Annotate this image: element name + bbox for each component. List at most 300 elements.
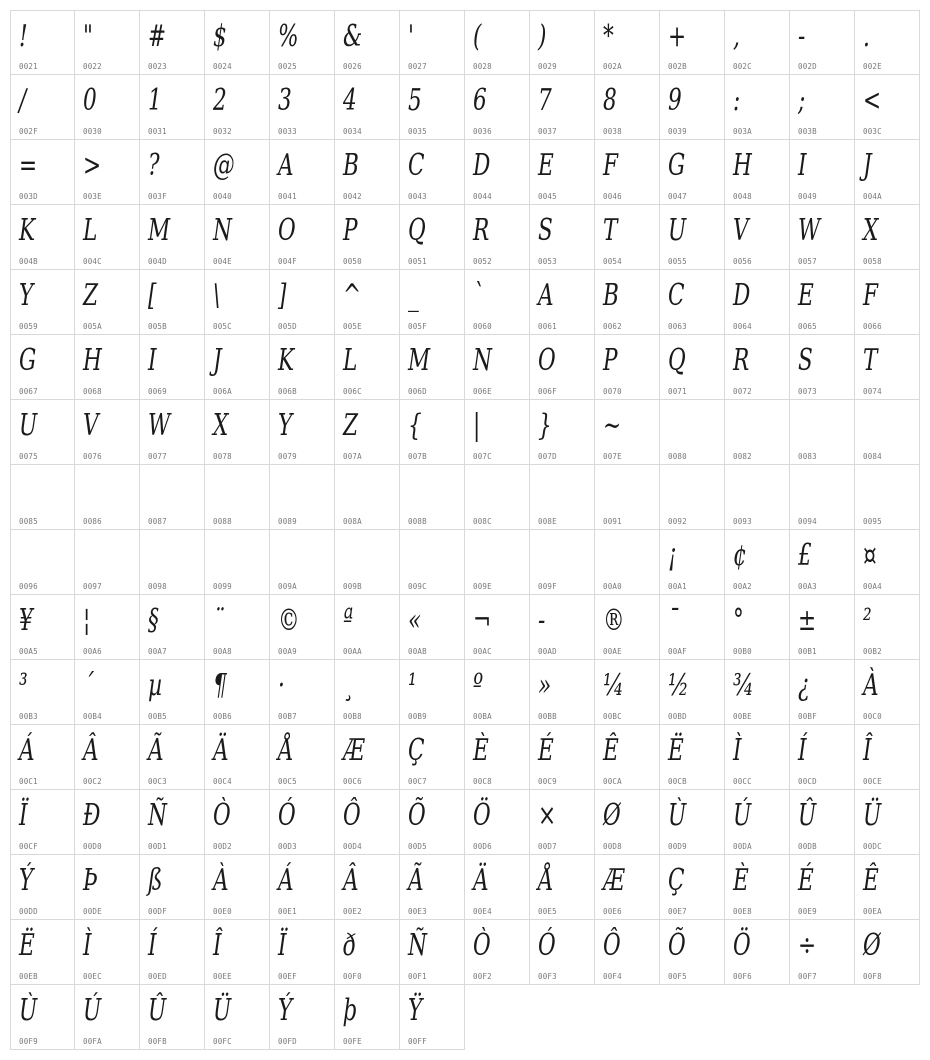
glyph-cell[interactable] — [335, 595, 400, 660]
glyph-cell[interactable] — [595, 335, 660, 400]
glyph-cell[interactable] — [75, 660, 140, 725]
glyph-cell[interactable] — [75, 790, 140, 855]
glyph-cell[interactable] — [205, 10, 270, 75]
glyph-codepoint: 0071 — [668, 387, 687, 396]
glyph-cell[interactable] — [75, 530, 140, 595]
glyph-cell[interactable] — [595, 725, 660, 790]
glyph-cell[interactable] — [725, 140, 790, 205]
glyph-cell[interactable] — [205, 335, 270, 400]
glyph-cell[interactable] — [335, 790, 400, 855]
glyph-cell[interactable] — [335, 530, 400, 595]
glyph-codepoint: 00A9 — [278, 647, 297, 656]
glyph-cell[interactable] — [270, 660, 335, 725]
glyph-character: ½ — [668, 668, 689, 703]
glyph-cell[interactable] — [790, 465, 855, 530]
glyph-character: × — [538, 798, 557, 833]
glyph-codepoint: 0060 — [473, 322, 492, 331]
glyph-codepoint: 00CA — [603, 777, 622, 786]
glyph-cell[interactable] — [75, 75, 140, 140]
glyph-cell[interactable] — [10, 205, 75, 270]
glyph-cell[interactable] — [855, 790, 920, 855]
glyph-cell[interactable] — [855, 465, 920, 530]
glyph-character: - — [538, 603, 546, 638]
glyph-cell[interactable] — [75, 855, 140, 920]
glyph-cell[interactable] — [660, 855, 725, 920]
glyph-cell[interactable] — [140, 530, 205, 595]
glyph-cell[interactable] — [725, 855, 790, 920]
glyph-cell[interactable] — [530, 855, 595, 920]
glyph-codepoint: 007C — [473, 452, 492, 461]
glyph-cell[interactable] — [205, 790, 270, 855]
glyph-cell[interactable] — [270, 335, 335, 400]
glyph-cell[interactable] — [140, 400, 205, 465]
glyph-cell[interactable] — [75, 140, 140, 205]
glyph-character: S — [538, 213, 553, 248]
glyph-cell[interactable] — [790, 920, 855, 985]
glyph-cell[interactable] — [10, 335, 75, 400]
glyph-character: Ô — [603, 928, 621, 963]
glyph-codepoint: 00AA — [343, 647, 362, 656]
glyph-cell[interactable] — [725, 595, 790, 660]
glyph-codepoint: 0095 — [863, 517, 882, 526]
glyph-cell[interactable] — [140, 790, 205, 855]
glyph-cell[interactable] — [75, 400, 140, 465]
glyph-cell[interactable] — [400, 725, 465, 790]
glyph-cell[interactable] — [530, 920, 595, 985]
glyph-cell[interactable] — [205, 920, 270, 985]
glyph-cell[interactable] — [75, 205, 140, 270]
glyph-cell[interactable] — [335, 725, 400, 790]
glyph-cell[interactable] — [790, 270, 855, 335]
glyph-cell[interactable] — [140, 725, 205, 790]
glyph-codepoint: 00ED — [148, 972, 167, 981]
glyph-cell[interactable] — [75, 725, 140, 790]
glyph-cell[interactable] — [335, 270, 400, 335]
glyph-cell[interactable] — [530, 205, 595, 270]
glyph-cell[interactable] — [10, 75, 75, 140]
glyph-codepoint: 002F — [19, 127, 38, 136]
glyph-cell[interactable] — [75, 595, 140, 660]
glyph-cell[interactable] — [465, 530, 530, 595]
glyph-cell[interactable] — [855, 400, 920, 465]
glyph-cell[interactable] — [660, 270, 725, 335]
glyph-codepoint: 00FD — [278, 1037, 297, 1046]
glyph-character: Ò — [213, 798, 231, 833]
glyph-cell[interactable] — [660, 335, 725, 400]
glyph-codepoint: 0032 — [213, 127, 232, 136]
glyph-cell[interactable] — [465, 465, 530, 530]
glyph-character: Í — [148, 928, 157, 963]
glyph-character: ` — [473, 278, 484, 313]
glyph-cell[interactable] — [400, 855, 465, 920]
glyph-cell[interactable] — [595, 75, 660, 140]
glyph-character: Ë — [668, 733, 684, 768]
glyph-cell[interactable] — [465, 855, 530, 920]
glyph-cell[interactable] — [725, 400, 790, 465]
glyph-character: G — [668, 148, 686, 183]
glyph-cell[interactable] — [855, 920, 920, 985]
glyph-cell[interactable] — [595, 270, 660, 335]
glyph-cell[interactable] — [400, 205, 465, 270]
glyph-cell[interactable] — [400, 335, 465, 400]
glyph-cell[interactable] — [400, 790, 465, 855]
glyph-cell[interactable] — [790, 595, 855, 660]
glyph-character: ( — [473, 19, 482, 54]
glyph-cell[interactable] — [10, 920, 75, 985]
glyph-cell[interactable] — [790, 75, 855, 140]
glyph-cell[interactable] — [75, 10, 140, 75]
glyph-character: Â — [83, 733, 99, 768]
glyph-cell[interactable] — [465, 595, 530, 660]
glyph-cell[interactable] — [400, 140, 465, 205]
glyph-cell[interactable] — [530, 270, 595, 335]
glyph-cell[interactable] — [725, 920, 790, 985]
glyph-cell[interactable] — [270, 855, 335, 920]
glyph-cell[interactable] — [660, 140, 725, 205]
glyph-character: Z — [343, 408, 359, 443]
glyph-cell[interactable] — [400, 465, 465, 530]
glyph-cell[interactable] — [530, 465, 595, 530]
glyph-character: M — [148, 213, 171, 248]
glyph-cell[interactable] — [205, 75, 270, 140]
glyph-cell[interactable] — [465, 140, 530, 205]
glyph-cell[interactable] — [465, 75, 530, 140]
glyph-cell[interactable] — [10, 530, 75, 595]
glyph-cell[interactable] — [140, 335, 205, 400]
glyph-character: Ñ — [148, 798, 167, 833]
glyph-cell[interactable] — [725, 530, 790, 595]
glyph-cell[interactable] — [595, 920, 660, 985]
glyph-cell[interactable] — [270, 140, 335, 205]
glyph-cell[interactable] — [10, 660, 75, 725]
glyph-cell[interactable] — [205, 660, 270, 725]
glyph-cell[interactable] — [595, 660, 660, 725]
glyph-cell[interactable] — [855, 75, 920, 140]
glyph-cell[interactable] — [465, 10, 530, 75]
glyph-character: À — [863, 668, 879, 703]
glyph-cell[interactable] — [465, 660, 530, 725]
glyph-character: ¤ — [863, 538, 877, 573]
glyph-codepoint: 0088 — [213, 517, 232, 526]
glyph-cell[interactable] — [335, 855, 400, 920]
glyph-cell[interactable] — [465, 335, 530, 400]
glyph-cell[interactable] — [530, 400, 595, 465]
glyph-cell[interactable] — [465, 790, 530, 855]
glyph-cell[interactable] — [660, 920, 725, 985]
glyph-codepoint: 005B — [148, 322, 167, 331]
glyph-cell[interactable] — [855, 530, 920, 595]
glyph-cell[interactable] — [530, 660, 595, 725]
glyph-codepoint: 002D — [798, 62, 817, 71]
glyph-character: ´ — [83, 668, 94, 703]
glyph-cell[interactable] — [10, 140, 75, 205]
glyph-cell[interactable] — [530, 10, 595, 75]
glyph-cell[interactable] — [335, 205, 400, 270]
glyph-character: ' — [408, 19, 414, 54]
glyph-codepoint: 0062 — [603, 322, 622, 331]
glyph-cell[interactable] — [270, 530, 335, 595]
glyph-cell[interactable] — [530, 335, 595, 400]
glyph-cell[interactable] — [10, 725, 75, 790]
glyph-codepoint: 00AB — [408, 647, 427, 656]
glyph-cell[interactable] — [335, 10, 400, 75]
glyph-character: $ — [213, 19, 227, 54]
glyph-character: T — [863, 343, 878, 378]
glyph-cell[interactable] — [790, 400, 855, 465]
glyph-cell[interactable] — [10, 465, 75, 530]
glyph-cell[interactable] — [595, 205, 660, 270]
glyph-codepoint: 0098 — [148, 582, 167, 591]
glyph-cell[interactable] — [335, 985, 400, 1050]
glyph-cell[interactable] — [465, 725, 530, 790]
glyph-codepoint: 0080 — [668, 452, 687, 461]
glyph-cell[interactable] — [270, 205, 335, 270]
glyph-codepoint: 0094 — [798, 517, 817, 526]
glyph-cell[interactable] — [725, 270, 790, 335]
glyph-codepoint: 00B5 — [148, 712, 167, 721]
glyph-cell[interactable] — [595, 595, 660, 660]
glyph-codepoint: 00F1 — [408, 972, 427, 981]
glyph-cell[interactable] — [855, 140, 920, 205]
glyph-cell[interactable] — [205, 855, 270, 920]
glyph-cell[interactable] — [595, 10, 660, 75]
glyph-cell[interactable] — [205, 985, 270, 1050]
glyph-cell[interactable] — [595, 855, 660, 920]
glyph-cell[interactable] — [790, 660, 855, 725]
glyph-codepoint: 00CD — [798, 777, 817, 786]
glyph-cell[interactable] — [270, 985, 335, 1050]
glyph-character: ) — [538, 19, 547, 54]
glyph-cell[interactable] — [725, 10, 790, 75]
glyph-cell[interactable] — [660, 465, 725, 530]
glyph-cell[interactable] — [660, 595, 725, 660]
glyph-codepoint: 00A4 — [863, 582, 882, 591]
glyph-cell[interactable] — [725, 75, 790, 140]
glyph-cell[interactable] — [660, 725, 725, 790]
glyph-cell[interactable] — [465, 400, 530, 465]
glyph-cell[interactable] — [400, 530, 465, 595]
glyph-cell[interactable] — [595, 790, 660, 855]
glyph-cell[interactable] — [530, 75, 595, 140]
glyph-cell[interactable] — [10, 790, 75, 855]
glyph-cell[interactable] — [790, 10, 855, 75]
glyph-cell[interactable] — [335, 140, 400, 205]
glyph-character: 2 — [213, 83, 227, 118]
glyph-character: Ë — [19, 928, 35, 963]
glyph-cell[interactable] — [790, 790, 855, 855]
glyph-cell[interactable] — [270, 725, 335, 790]
glyph-cell[interactable] — [335, 465, 400, 530]
glyph-cell[interactable] — [725, 335, 790, 400]
glyph-cell[interactable] — [660, 660, 725, 725]
glyph-cell[interactable] — [530, 140, 595, 205]
glyph-cell[interactable] — [140, 205, 205, 270]
glyph-codepoint: 00FE — [343, 1037, 362, 1046]
glyph-cell[interactable] — [595, 465, 660, 530]
glyph-codepoint: 00B2 — [863, 647, 882, 656]
glyph-cell[interactable] — [270, 10, 335, 75]
glyph-cell[interactable] — [660, 205, 725, 270]
glyph-cell[interactable] — [660, 530, 725, 595]
glyph-cell[interactable] — [75, 920, 140, 985]
glyph-cell[interactable] — [270, 790, 335, 855]
glyph-cell[interactable] — [335, 75, 400, 140]
glyph-cell[interactable] — [140, 140, 205, 205]
glyph-character: ± — [798, 603, 817, 638]
glyph-codepoint: 0087 — [148, 517, 167, 526]
glyph-cell[interactable] — [270, 75, 335, 140]
glyph-cell[interactable] — [205, 400, 270, 465]
glyph-codepoint: 0024 — [213, 62, 232, 71]
glyph-cell[interactable] — [790, 205, 855, 270]
glyph-character: ] — [278, 278, 287, 313]
glyph-codepoint: 00A1 — [668, 582, 687, 591]
glyph-codepoint: 0084 — [863, 452, 882, 461]
glyph-cell[interactable] — [855, 205, 920, 270]
glyph-cell[interactable] — [400, 400, 465, 465]
glyph-cell[interactable] — [400, 660, 465, 725]
glyph-cell[interactable] — [595, 140, 660, 205]
glyph-character: U — [668, 213, 687, 248]
glyph-character: \ — [213, 278, 221, 313]
glyph-cell[interactable] — [790, 140, 855, 205]
glyph-cell[interactable] — [140, 920, 205, 985]
glyph-character: B — [343, 148, 359, 183]
glyph-cell[interactable] — [400, 595, 465, 660]
glyph-cell[interactable] — [855, 335, 920, 400]
glyph-cell[interactable] — [270, 595, 335, 660]
glyph-cell[interactable] — [140, 10, 205, 75]
glyph-codepoint: 004F — [278, 257, 297, 266]
glyph-cell[interactable] — [400, 75, 465, 140]
glyph-codepoint: 0023 — [148, 62, 167, 71]
glyph-cell[interactable] — [205, 205, 270, 270]
glyph-cell[interactable] — [855, 270, 920, 335]
glyph-cell[interactable] — [790, 335, 855, 400]
glyph-cell[interactable] — [335, 920, 400, 985]
glyph-cell[interactable] — [335, 335, 400, 400]
glyph-cell[interactable] — [725, 465, 790, 530]
glyph-codepoint: 0067 — [19, 387, 38, 396]
glyph-cell[interactable] — [790, 725, 855, 790]
glyph-cell[interactable] — [855, 10, 920, 75]
glyph-cell[interactable] — [140, 660, 205, 725]
glyph-character: Õ — [408, 798, 426, 833]
glyph-cell[interactable] — [400, 10, 465, 75]
glyph-cell[interactable] — [660, 10, 725, 75]
glyph-cell[interactable] — [270, 270, 335, 335]
glyph-codepoint: 00DC — [863, 842, 882, 851]
glyph-codepoint: 0026 — [343, 62, 362, 71]
glyph-character: ¥ — [19, 603, 33, 638]
glyph-cell[interactable] — [10, 595, 75, 660]
glyph-cell[interactable] — [400, 985, 465, 1050]
glyph-cell[interactable] — [205, 270, 270, 335]
glyph-cell[interactable] — [10, 270, 75, 335]
glyph-cell[interactable] — [140, 270, 205, 335]
glyph-cell[interactable] — [660, 400, 725, 465]
glyph-cell[interactable] — [855, 855, 920, 920]
glyph-cell[interactable] — [725, 725, 790, 790]
glyph-cell[interactable] — [335, 660, 400, 725]
glyph-cell[interactable] — [10, 400, 75, 465]
glyph-cell[interactable] — [400, 270, 465, 335]
glyph-cell[interactable] — [790, 855, 855, 920]
glyph-cell[interactable] — [530, 595, 595, 660]
glyph-cell[interactable] — [725, 660, 790, 725]
glyph-cell[interactable] — [140, 855, 205, 920]
glyph-cell[interactable] — [855, 660, 920, 725]
glyph-character: = — [19, 148, 38, 183]
glyph-cell[interactable] — [205, 725, 270, 790]
glyph-cell[interactable] — [530, 530, 595, 595]
glyph-cell[interactable] — [530, 790, 595, 855]
glyph-cell[interactable] — [140, 985, 205, 1050]
glyph-codepoint: 00A5 — [19, 647, 38, 656]
glyph-cell[interactable] — [75, 335, 140, 400]
glyph-character: [ — [148, 278, 157, 313]
glyph-cell[interactable] — [725, 790, 790, 855]
glyph-cell[interactable] — [205, 595, 270, 660]
glyph-cell[interactable] — [465, 920, 530, 985]
glyph-cell[interactable] — [75, 985, 140, 1050]
glyph-cell[interactable] — [465, 205, 530, 270]
glyph-cell[interactable] — [205, 465, 270, 530]
glyph-cell[interactable] — [855, 595, 920, 660]
glyph-cell[interactable] — [140, 465, 205, 530]
glyph-cell[interactable] — [660, 75, 725, 140]
glyph-cell[interactable] — [270, 465, 335, 530]
glyph-cell[interactable] — [595, 400, 660, 465]
glyph-cell[interactable] — [140, 595, 205, 660]
glyph-character: Ù — [19, 993, 38, 1028]
glyph-codepoint: 005E — [343, 322, 362, 331]
glyph-cell[interactable] — [725, 205, 790, 270]
glyph-character: Þ — [83, 863, 98, 898]
glyph-cell[interactable] — [10, 855, 75, 920]
glyph-cell[interactable] — [855, 725, 920, 790]
glyph-cell[interactable] — [335, 400, 400, 465]
glyph-cell[interactable] — [660, 790, 725, 855]
glyph-character: P — [603, 343, 618, 378]
glyph-cell[interactable] — [10, 10, 75, 75]
glyph-cell[interactable] — [10, 985, 75, 1050]
glyph-codepoint: 00FB — [148, 1037, 167, 1046]
glyph-cell[interactable] — [400, 920, 465, 985]
glyph-codepoint: 003A — [733, 127, 752, 136]
glyph-codepoint: 002C — [733, 62, 752, 71]
glyph-cell[interactable] — [270, 400, 335, 465]
glyph-cell[interactable] — [205, 530, 270, 595]
glyph-character: | — [473, 408, 481, 443]
glyph-codepoint: 00B8 — [343, 712, 362, 721]
glyph-cell[interactable] — [205, 140, 270, 205]
glyph-character: º — [473, 668, 484, 703]
glyph-codepoint: 004B — [19, 257, 38, 266]
glyph-codepoint: 0097 — [83, 582, 102, 591]
glyph-cell[interactable] — [465, 270, 530, 335]
glyph-cell[interactable] — [140, 75, 205, 140]
glyph-cell[interactable] — [530, 725, 595, 790]
glyph-cell[interactable] — [270, 920, 335, 985]
glyph-cell[interactable] — [595, 530, 660, 595]
glyph-cell[interactable] — [75, 465, 140, 530]
glyph-codepoint: 00EB — [19, 972, 38, 981]
glyph-cell[interactable] — [75, 270, 140, 335]
glyph-cell[interactable] — [790, 530, 855, 595]
glyph-character: Ê — [863, 863, 879, 898]
glyph-character: Ì — [83, 928, 92, 963]
